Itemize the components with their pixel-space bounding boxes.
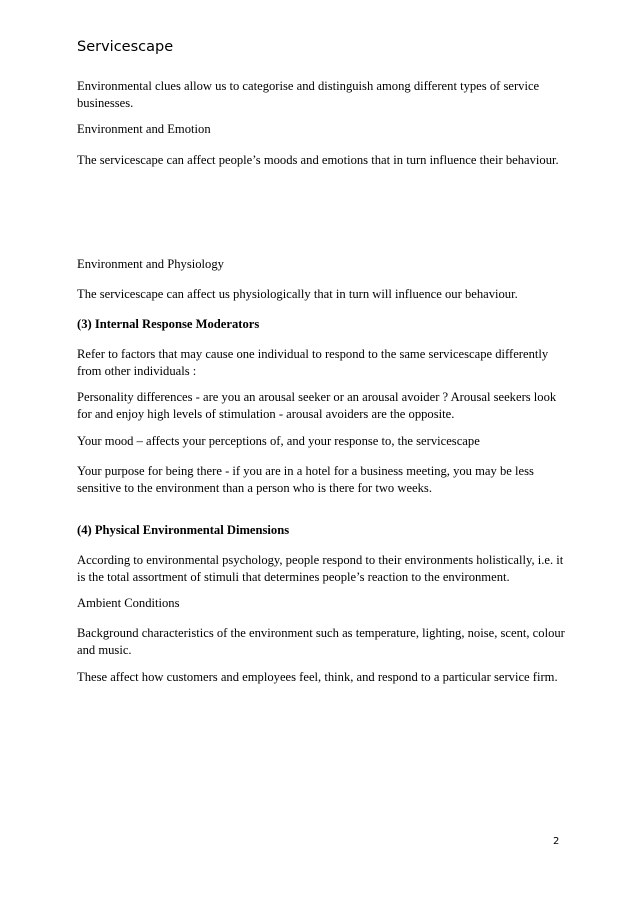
paragraph-background-characteristics: Background characteristics of the environment such as temperature, lighting, noise, scent, colour and music. [77,626,565,657]
page-header-title: Servicescape [77,39,174,55]
paragraph-customer-effects: These affect how customers and employees feel, think, and respond to a particular service firm. [77,670,558,684]
paragraph-environmental-psychology: According to environmental psychology, people respond to their environments holistically, i.e. it is the total assortment of stimuli that determines people’s reaction to the environment. [77,553,564,584]
paragraph-mood: Your mood – affects your perceptions of, and your response to, the servicescape [77,434,480,448]
subheading-environment-emotion: Environment and Emotion [77,122,211,136]
paragraph-emotion: The servicescape can affect people’s moods and emotions that in turn influence their behaviour. [77,153,559,167]
paragraph-intro: Environmental clues allow us to categorise and distinguish among different types of service businesses. [77,79,540,110]
paragraph-physiology: The servicescape can affect us physiologically that in turn will influence our behaviour. [77,287,518,301]
heading-internal-response-moderators: (3) Internal Response Moderators [77,317,260,331]
paragraph-moderators-definition: Refer to factors that may cause one individual to respond to the same servicescape differently from other individuals : [77,347,549,378]
subheading-ambient-conditions: Ambient Conditions [77,596,180,610]
page-number: 2 [553,836,560,847]
paragraph-personality-differences: Personality differences - are you an arousal seeker or an arousal avoider ? Arousal seekers look for and enjoy high levels of stimulation - arousal avoiders are the opposite. [77,390,557,421]
paragraph-purpose: Your purpose for being there - if you are in a hotel for a business meeting, you may be less sensitive to the environment than a person who is there for two weeks. [77,464,534,495]
heading-physical-environmental-dimensions: (4) Physical Environmental Dimensions [77,523,290,537]
subheading-environment-physiology: Environment and Physiology [77,257,224,271]
